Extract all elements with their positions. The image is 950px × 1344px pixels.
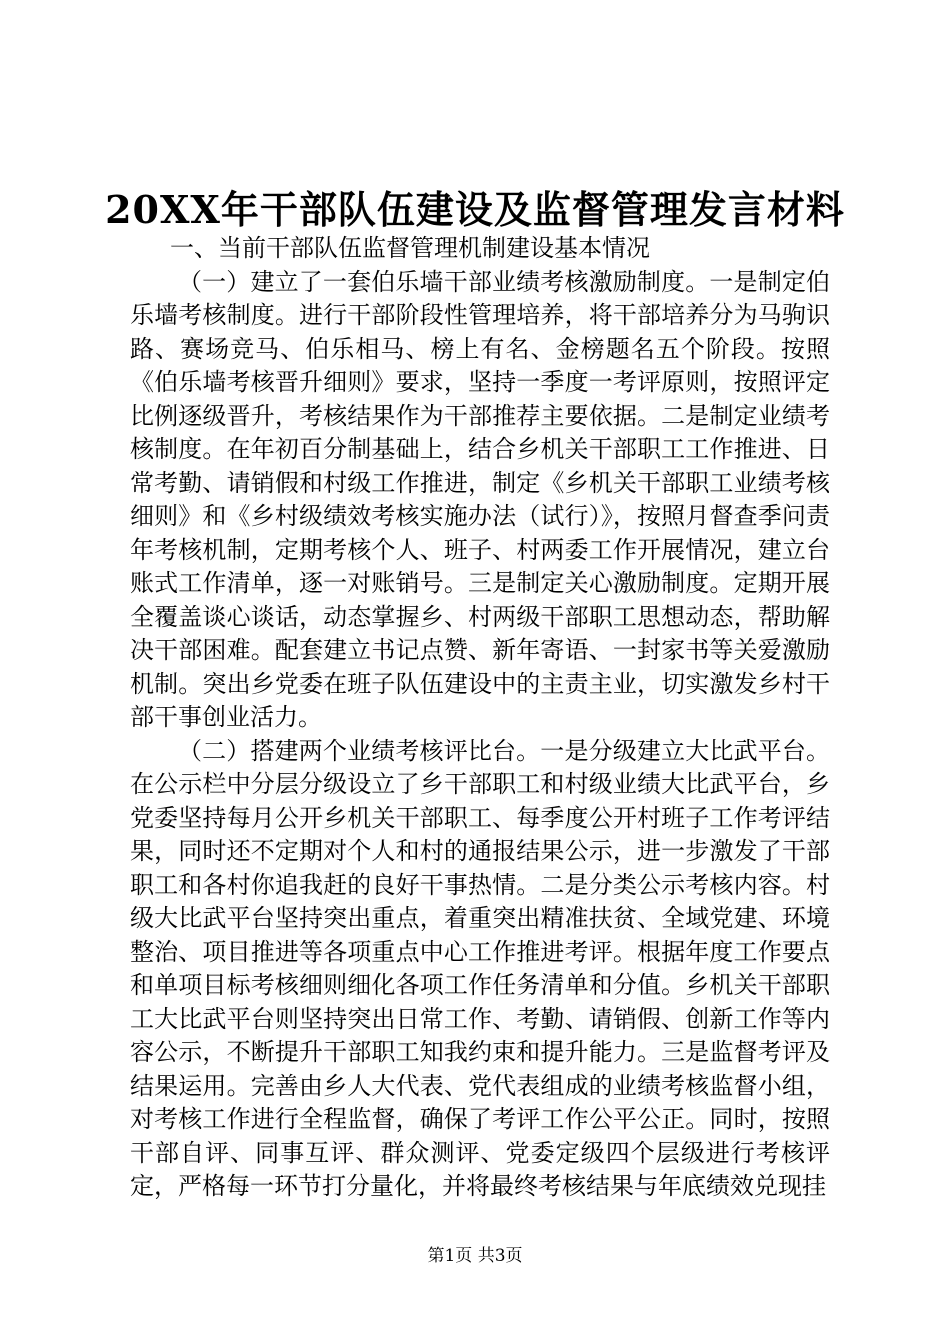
document-body	[130, 232, 830, 1204]
body-paragraph: （二）搭建两个业绩考核评比台。一是分级建立大比武平台。在公示栏中分层分级设立了乡干部职工和村级业绩大比武平台，乡党委坚持每月公开乡机关干部职工、每季度公开村班子工作考评结果，同时还不定期对个人和村的通报结果公示，进一步激发了干部职工和各村你追我赶的良好干事热情。二是分类公示考核内容。村级大比武平台坚持突出重点，着重突出精准扶贫、全域党建、环境整治、项目推进等各项重点中心工作推进考评。根据年度工作要点和单项目标考核细则细化各项工作任务清单和分值。乡机关干部职工大比武平台则坚持突出日常工作、考勤、请销假、创新工作等内容公示，不断提升干部职工知我约束和提升能力。三是监督考评及结果运用。完善由乡人大代表、党代表组成的业绩考核监督小组，对考核工作进行全程监督，确保了考评工作公平公正。同时，按照干部自评、同事互评、群众测评、党委定级四个层级进行考核评定，严格每一环节打分量化，并将最终考核结果与年底绩效兑现挂	[130, 736, 830, 1200]
section-heading: 一、当前干部队伍监督管理机制建设基本情况	[170, 234, 650, 262]
page-footer: 第1页 共3页	[427, 1246, 523, 1266]
body-paragraph: （一）建立了一套伯乐墙干部业绩考核激励制度。一是制定伯乐墙考核制度。进行干部阶段性管理培养，将干部培养分为马驹识路、赛场竞马、伯乐相马、榜上有名、金榜题名五个阶段。按照《伯乐墙考核晋升细则》要求，坚持一季度一考评原则，按照评定比例逐级晋升，考核结果作为干部推荐主要依据。二是制定业绩考核制度。在年初百分制基础上，结合乡机关干部职工工作推进、日常考勤、请销假和村级工作推进，制定《乡机关干部职工业绩考核细则》和《乡村级绩效考核实施办法（试行）》，按照月督查季问责年考核机制，定期考核个人、班子、村两委工作开展情况，建立台账式工作清单，逐一对账销号。三是制定关心激励制度。定期开展全覆盖谈心谈话，动态掌握乡、村两级干部职工思想动态，帮助解决干部困难。配套建立书记点赞、新年寄语、一封家书等关爱激励机制。突出乡党委在班子队伍建设中的主责主业，切实激发乡村干部干事创业活力。	[130, 267, 830, 731]
document-title: 20XX年干部队伍建设及监督管理发言材料	[105, 187, 845, 232]
